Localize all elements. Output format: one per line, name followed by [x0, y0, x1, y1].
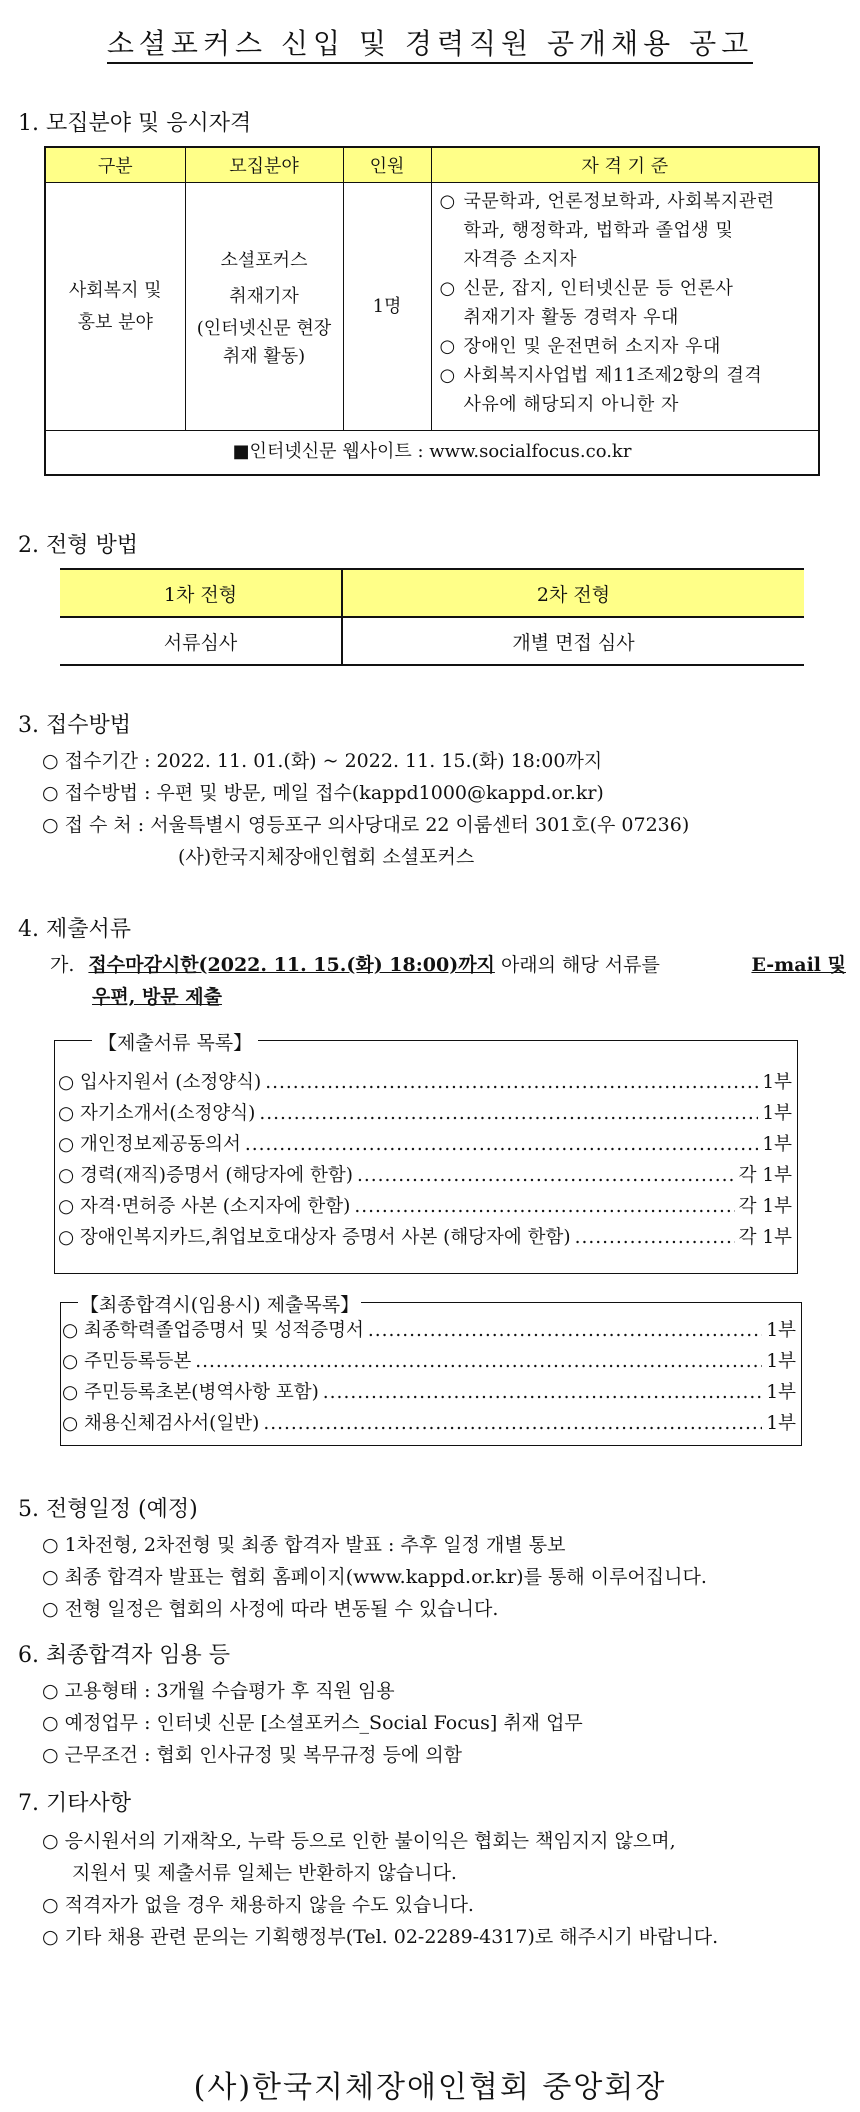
- document-item: ○ 자기소개서(소정양식) ..... 1부: [58, 1099, 792, 1130]
- employment-line: ○ 고용형태 : 3개월 수습평가 후 직원 임용: [42, 1680, 395, 1702]
- document-item: ○ 주민등록초본(병역사항 포함) ..... 1부: [62, 1378, 796, 1409]
- section-1-heading: 1. 모집분야 및 응시자격: [18, 111, 252, 136]
- submission-instruction: 가. 접수마감시한(2022. 11. 15.(화) 18:00)까지 아래의 해당 서류를 E-mail 및: [50, 950, 846, 977]
- misc-line-continued: 지원서 및 제출서류 일체는 반환하지 않습니다.: [72, 1862, 457, 1884]
- schedule-line: ○ 전형 일정은 협회의 사정에 따라 변동될 수 있습니다.: [42, 1598, 499, 1620]
- recruitment-row: [45, 183, 819, 431]
- header-category: 구분: [45, 147, 185, 183]
- header-qualifications: 자 격 기 준: [431, 147, 819, 183]
- qualification-item: ○ 사회복지사업법 제11조제2항의 결격 사유에 해당되지 아니한 자: [439, 365, 763, 415]
- application-method: ○ 접수방법 : 우편 및 방문, 메일 접수(kappd1000@kappd.or.kr): [42, 782, 604, 804]
- section-2-heading: 2. 전형 방법: [18, 533, 138, 558]
- schedule-line: ○ 최종 합격자 발표는 협회 홈페이지(www.kappd.or.kr)를 통해 이루어집니다.: [42, 1566, 707, 1588]
- method-text-b: 우편, 방문 제출: [92, 986, 222, 1008]
- document-item: ○ 주민등록등본 ..... 1부: [62, 1347, 796, 1378]
- document-item: ○ 채용신체검사서(일반) ..... 1부: [62, 1409, 796, 1440]
- document-item: ○ 경력(재직)증명서 (해당자에 한함) ..... 각 1부: [58, 1161, 792, 1192]
- final-documents-box-label: 【최종합격시(임용시) 제출목록】: [78, 1290, 361, 1317]
- employment-line: ○ 예정업무 : 인터넷 신문 [소셜포커스_Social Focus] 취재 업무: [42, 1712, 583, 1734]
- qualification-item: ○ 장애인 및 운전면허 소지자 우대: [439, 336, 721, 357]
- document-item: ○ 입사지원서 (소정양식) ..... 1부: [58, 1068, 792, 1099]
- count-cell: 1명: [343, 183, 431, 431]
- stage-2-header: 2차 전형: [342, 569, 804, 617]
- application-period: ○ 접수기간 : 2022. 11. 01.(화) ~ 2022. 11. 15.(화) 18:00까지: [42, 750, 603, 772]
- header-field: 모집분야: [185, 147, 343, 183]
- application-organization: (사)한국지체장애인협회 소셜포커스: [178, 846, 475, 868]
- section-3-heading: 3. 접수방법: [18, 713, 131, 738]
- documents-list: [58, 1068, 792, 1254]
- section-7-heading: 7. 기타사항: [18, 1791, 131, 1816]
- misc-line: ○ 기타 채용 관련 문의는 기획행정부(Tel. 02-2289-4317)로 해주시기 바랍니다.: [42, 1926, 719, 1948]
- header-count: 인원: [343, 147, 431, 183]
- category-cell: 사회복지 및 홍보 분야: [45, 183, 185, 431]
- page-title: 소셜포커스 신입 및 경력직원 공개채용 공고: [0, 22, 860, 62]
- section-4-heading: 4. 제출서류: [18, 917, 131, 942]
- recruitment-table-header: [45, 147, 819, 183]
- document-item: ○ 장애인복지카드,취업보호대상자 증명서 사본 (해당자에 한함) ..... 각 1부: [58, 1223, 792, 1254]
- qualification-item: ○ 신문, 잡지, 인터넷신문 등 언론사 취재기자 활동 경력자 우대: [439, 278, 734, 328]
- issuer-signature: (사)한국지체장애인협회 중앙회장: [193, 2070, 667, 2105]
- section-6-heading: 6. 최종합격자 임용 등: [18, 1643, 230, 1668]
- schedule-line: ○ 1차전형, 2차전형 및 최종 합격자 발표 : 추후 일정 개별 통보: [42, 1534, 566, 1556]
- application-address: ○ 접 수 처 : 서울특별시 영등포구 의사당대로 22 이룸센터 301호(우 07236): [42, 814, 690, 836]
- qualifications-cell: [431, 183, 819, 431]
- website-cell: ■인터넷신문 웹사이트 : www.socialfocus.co.kr: [45, 431, 819, 475]
- document-item: ○ 자격·면허증 사본 (소지자에 한함) ..... 각 1부: [58, 1192, 792, 1223]
- misc-line: ○ 응시원서의 기재착오, 누락 등으로 인한 불이익은 협회는 책임지지 않으며,: [42, 1830, 676, 1852]
- selection-table: [60, 568, 804, 666]
- field-cell: 소셜포커스 취재기자 (인터넷신문 현장 취재 활동): [185, 183, 343, 431]
- misc-line: ○ 적격자가 없을 경우 채용하지 않을 수도 있습니다.: [42, 1894, 474, 1916]
- section-5-heading: 5. 전형일정 (예정): [18, 1497, 198, 1522]
- method-text-a: E-mail 및: [751, 954, 846, 976]
- document-item: ○ 최종학력졸업증명서 및 성적증명서 ..... 1부: [62, 1316, 796, 1347]
- qualification-item: ○ 국문학과, 언론정보학과, 사회복지관련 학과, 행정학과, 법학과 졸업생 및 자격증 소지자: [439, 191, 775, 270]
- employment-line: ○ 근무조건 : 협회 인사규정 및 복무규정 등에 의함: [42, 1744, 463, 1766]
- recruitment-table: [44, 146, 820, 476]
- stage-2-method: 개별 면접 심사: [342, 617, 804, 665]
- document-item: ○ 개인정보제공동의서 ..... 1부: [58, 1130, 792, 1161]
- deadline-text: 접수마감시한(2022. 11. 15.(화) 18:00)까지: [88, 954, 495, 976]
- documents-box-label: 【제출서류 목록】: [92, 1028, 258, 1055]
- stage-1-header: 1차 전형: [60, 569, 342, 617]
- stage-1-method: 서류심사: [60, 617, 342, 665]
- final-documents-list: [62, 1316, 796, 1440]
